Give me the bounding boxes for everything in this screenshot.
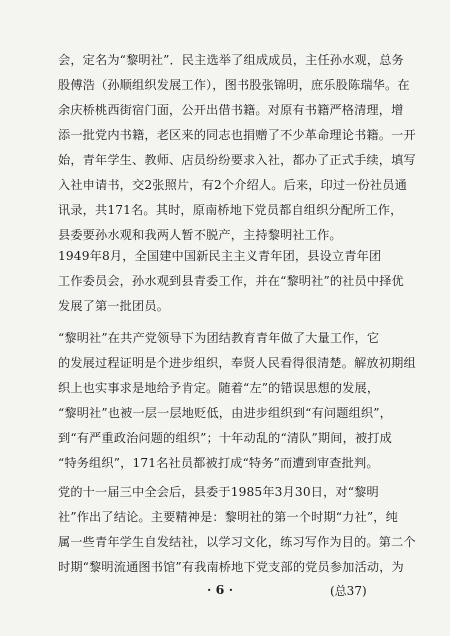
text-line: 余庆桥桃西街宿门面，公开出借书籍。对原有书籍严格清理，增	[58, 103, 404, 117]
text-line: “特务组织”，171名社员都被打成“特务”而遭到审查批判。	[58, 456, 379, 470]
text-line: 县委要孙水观和我两人暂不脱产，主持黎明社工作。	[58, 228, 342, 242]
text-line: “黎明社”也被一层一层地贬低，由进步组织到“有问题组织”，	[58, 406, 392, 420]
text-line: 属一些青年学生自发结社，以学习文化，练习写作为目的。第二个	[58, 535, 416, 549]
text-line: 始，青年学生、教师、店员纷纷要求入社，都办了正式手续，填写	[58, 153, 416, 167]
text-line: 到“有严重政治问题的组织”；十年动乱的“清队”期间，被打成	[58, 431, 392, 445]
text-line: 1949年8月，全国建中国新民主主义青年团，县设立青年团	[58, 249, 382, 263]
text-line: 的发展过程证明是个进步组织，奉贤人民看得很清楚。解放初期组	[58, 356, 416, 370]
page-number: · 6 ·	[206, 582, 234, 597]
archive-page-note: (总37)	[330, 584, 367, 598]
text-line: 讯录，共171名。其时，原南桥地下党员都自组织分配所工作，	[58, 203, 403, 217]
text-line: “黎明社”在共产党领导下为团结教育青年做了大量工作，它	[58, 331, 380, 345]
text-line: 发展了第一批团员。	[58, 299, 170, 313]
text-line: 入社申请书，交2张照片，有2个介绍人。后来，印过一份社员通	[58, 178, 407, 192]
text-line: 会，定名为“黎明社”．民主选举了组成成员，主任孙水观，总务	[58, 53, 404, 67]
text-line: 时期“黎明流通图书馆”有我南桥地下党支部的党员参加活动，为	[58, 560, 404, 574]
text-line: 党的十一届三中全会后，县委于1985年3月30日，对“黎明	[58, 485, 379, 499]
text-line: 工作委员会，孙水观到县青委工作，并在“黎明社”的社员中择优	[58, 274, 404, 288]
text-line: 股傅浩（孙顺组织发展工作），图书股张锦明，庶乐股陈瑞华。在	[58, 78, 410, 92]
text-line: 织上也实事求是地给予肯定。随着“左”的错误思想的发展，	[58, 381, 380, 395]
text-line: 社”作出了结论。主要精神是：黎明社的第一个时期“力社”，纯	[58, 510, 398, 524]
text-line: 添一批党内书籍，老区来的同志也捐赠了不少革命理论书籍。一开	[58, 128, 416, 142]
